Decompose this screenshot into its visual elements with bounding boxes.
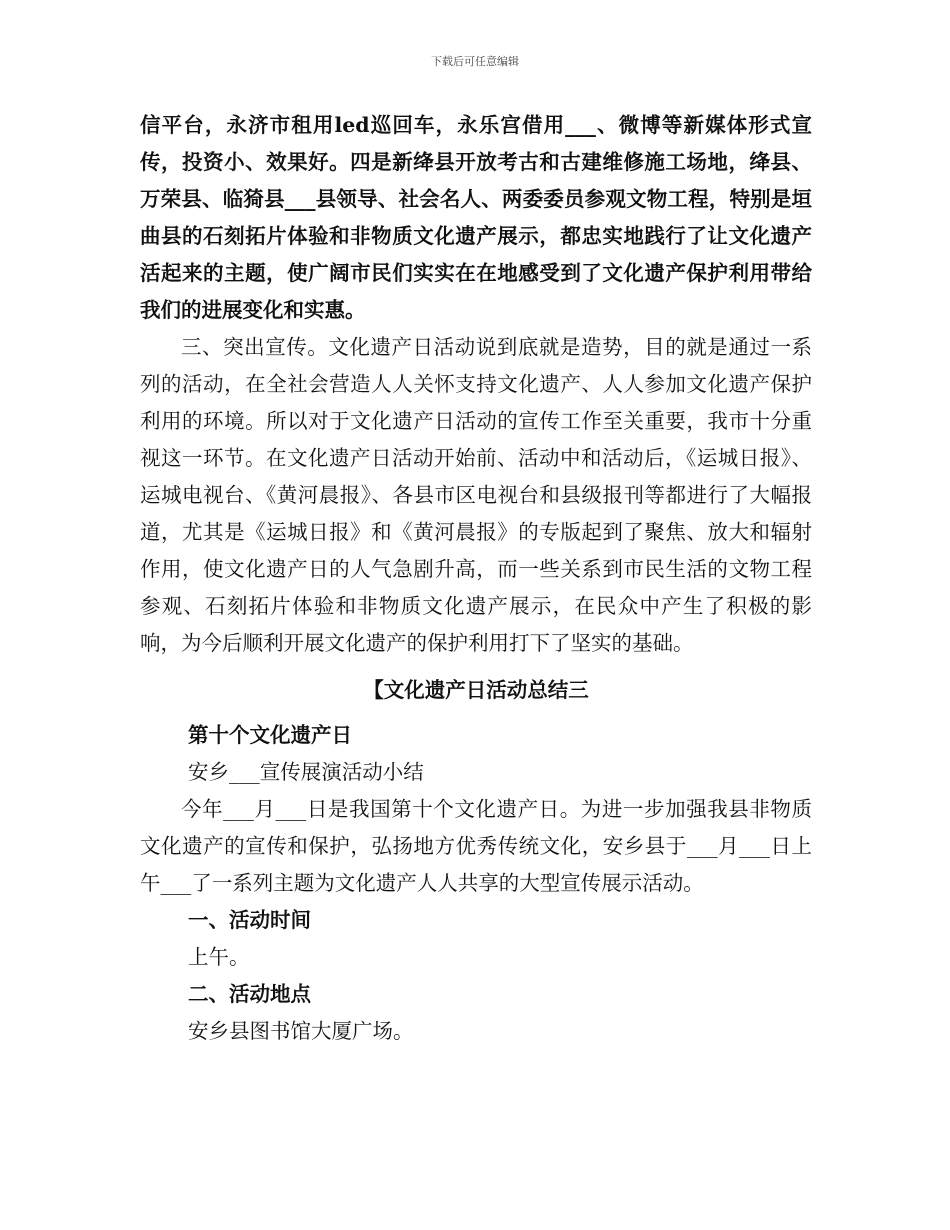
page-header-note: 下载后可任意编辑 xyxy=(431,55,519,68)
paragraph-continuation: 信平台，永济市租用led巡回车，永乐宫借用___、微博等新媒体形式宣传，投资小、效果好。四是新绛县开放考古和古建维修施工场地，绛县、万荣县、临猗县___县领导、社会名人、两委委员参观文物工程，特别是垣曲县的石刻拓片体验和非物质文化遗产展示，都忠实地践行了让文化遗产活起来的主题，使广阔市民们实实在在地感受到了文化遗产保护利用带给我们的进展变化和实惠。 xyxy=(140,113,812,322)
text-activity-time: 上午。 xyxy=(188,945,250,969)
paragraph-publicity: 三、突出宣传。文化遗产日活动说到底就是造势，目的就是通过一系列的活动，在全社会营造人人关怀支持文化遗产、人人参加文化遗产保护利用的环境。所以对于文化遗产日活动的宣传工作至关重要，我市十分重视这一环节。在文化遗产日活动开始前、活动中和活动后，《运城日报》、运城电视台、《黄河晨报》、各县市区电视台和县级报刊等都进行了大幅报道，尤其是《运城日报》和《黄河晨报》的专版起到了聚焦、放大和辐射作用，使文化遗产日的人气急剧升高，而一些关系到市民生活的文物工程参观、石刻拓片体验和非物质文化遗产展示，在民众中产生了积极的影响，为今后顺利开展文化遗产的保护利用打下了坚实的基础。 xyxy=(140,335,812,655)
section-title: 【文化遗产日活动总结三 xyxy=(363,678,589,702)
paragraph-intro: 今年___月___日是我国第十个文化遗产日。为进一步加强我县非物质文化遗产的宣传和保护，弘扬地方优秀传统文化，安乡县于___月___日上午___了一系列主题为文化遗产人人共享的大型宣传展示活动。 xyxy=(140,797,812,895)
document-body xyxy=(140,107,812,1050)
heading-activity-time: 一、活动时间 xyxy=(188,908,311,932)
subtitle-activity-summary: 安乡___宣传展演活动小结 xyxy=(188,760,424,784)
text-activity-location: 安乡县图书馆大厦广场。 xyxy=(188,1019,414,1043)
heading-activity-location: 二、活动地点 xyxy=(188,982,311,1006)
subtitle-heritage-day: 第十个文化遗产日 xyxy=(188,723,352,747)
